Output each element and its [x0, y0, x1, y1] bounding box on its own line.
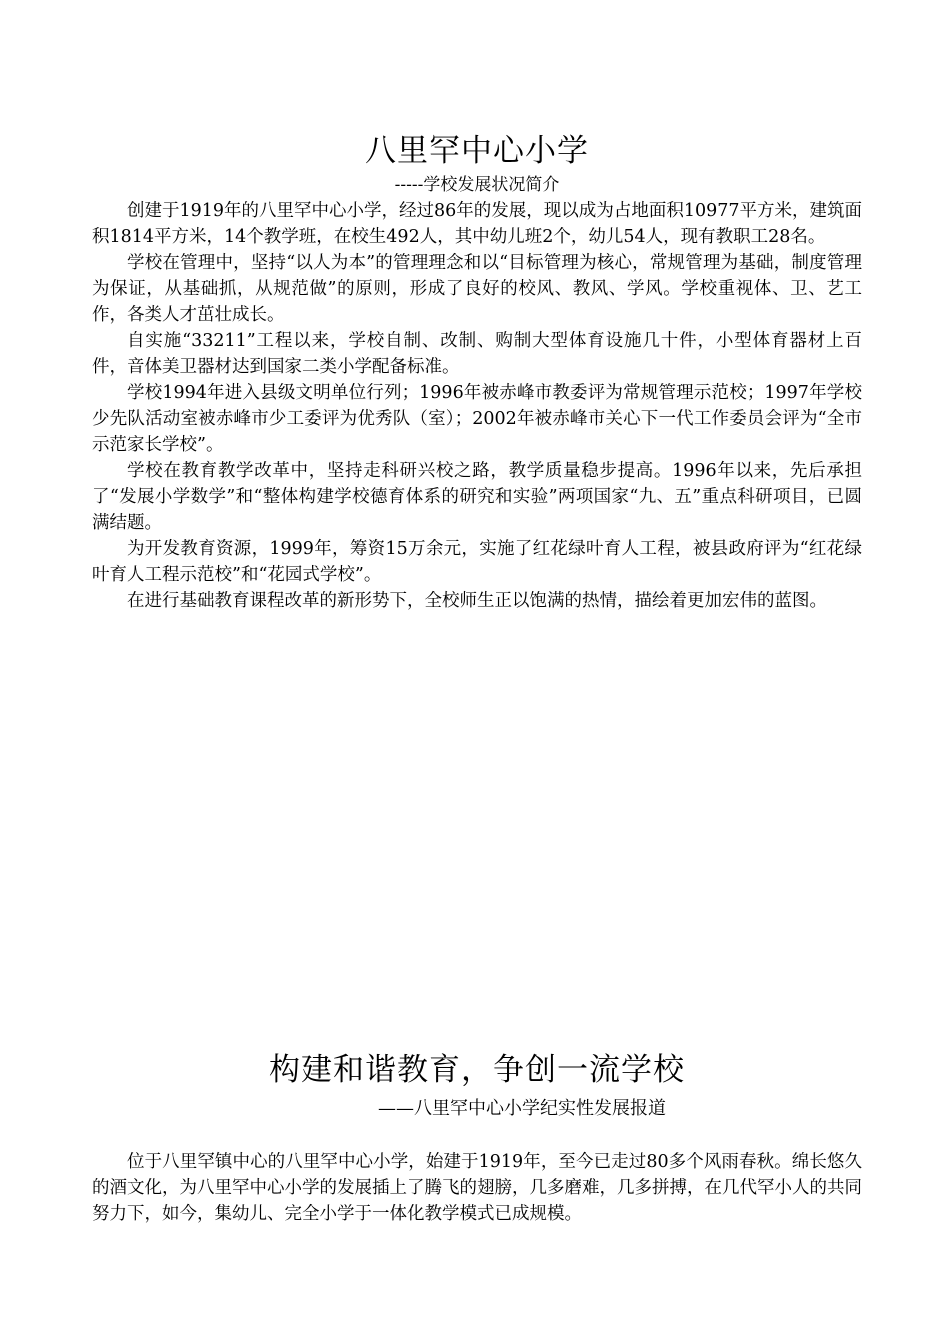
- article-subtitle: -----学校发展状况简介: [394, 175, 560, 195]
- paragraph: 学校在管理中，坚持“以人为本”的管理理念和以“目标管理为核心，常规管理为基础，制度管理为保证，从基础抓，从规范做”的原则，形成了良好的校风、教风、学风。学校重视体、卫、艺工作，各类人才茁壮成长。: [92, 253, 862, 325]
- article-title: 八里罕中心小学: [365, 133, 589, 169]
- article-title: 构建和谐教育，争创一流学校: [269, 1052, 685, 1088]
- paragraph: 自实施“33211”工程以来，学校自制、改制、购制大型体育设施几十件，小型体育器材上百件，音体美卫器材达到国家二类小学配备标准。: [92, 331, 862, 377]
- paragraph: 学校在教育教学改革中，坚持走科研兴校之路，教学质量稳步提高。1996年以来，先后承担了“发展小学数学”和“整体构建学校德育体系的研究和实验”两项国家“九、五”重点科研项目，已圆满结题。: [92, 461, 862, 533]
- paragraph: 学校1994年进入县级文明单位行列；1996年被赤峰市教委评为常规管理示范校；1997年学校少先队活动室被赤峰市少工委评为优秀队（室）；2002年被赤峰市关心下一代工作委员会评为“全市示范家长学校”。: [92, 383, 862, 455]
- paragraph: 创建于1919年的八里罕中心小学，经过86年的发展，现以成为占地面积10977平方米，建筑面积1814平方米，14个教学班，在校生492人，其中幼儿班2个，幼儿54人，现有教职工28名。: [92, 201, 862, 247]
- school-profile-article: [92, 128, 862, 614]
- paragraph: 在进行基础教育课程改革的新形势下，全校师生正以饱满的热情，描绘着更加宏伟的蓝图。: [127, 591, 827, 611]
- development-report-article: [92, 1045, 862, 1227]
- paragraph: 位于八里罕镇中心的八里罕中心小学，始建于1919年，至今已走过80多个风雨春秋。绵长悠久的酒文化，为八里罕中心小学的发展插上了腾飞的翅膀，几多磨难，几多拼搏，在几代罕小人的共同努力下，如今，集幼儿、完全小学于一体化教学模式已成规模。: [92, 1152, 862, 1224]
- paragraph: 为开发教育资源，1999年，筹资15万余元，实施了红花绿叶育人工程，被县政府评为“红花绿叶育人工程示范校”和“花园式学校”。: [92, 539, 862, 585]
- article-subtitle: ——八里罕中心小学纪实性发展报道: [378, 1098, 666, 1119]
